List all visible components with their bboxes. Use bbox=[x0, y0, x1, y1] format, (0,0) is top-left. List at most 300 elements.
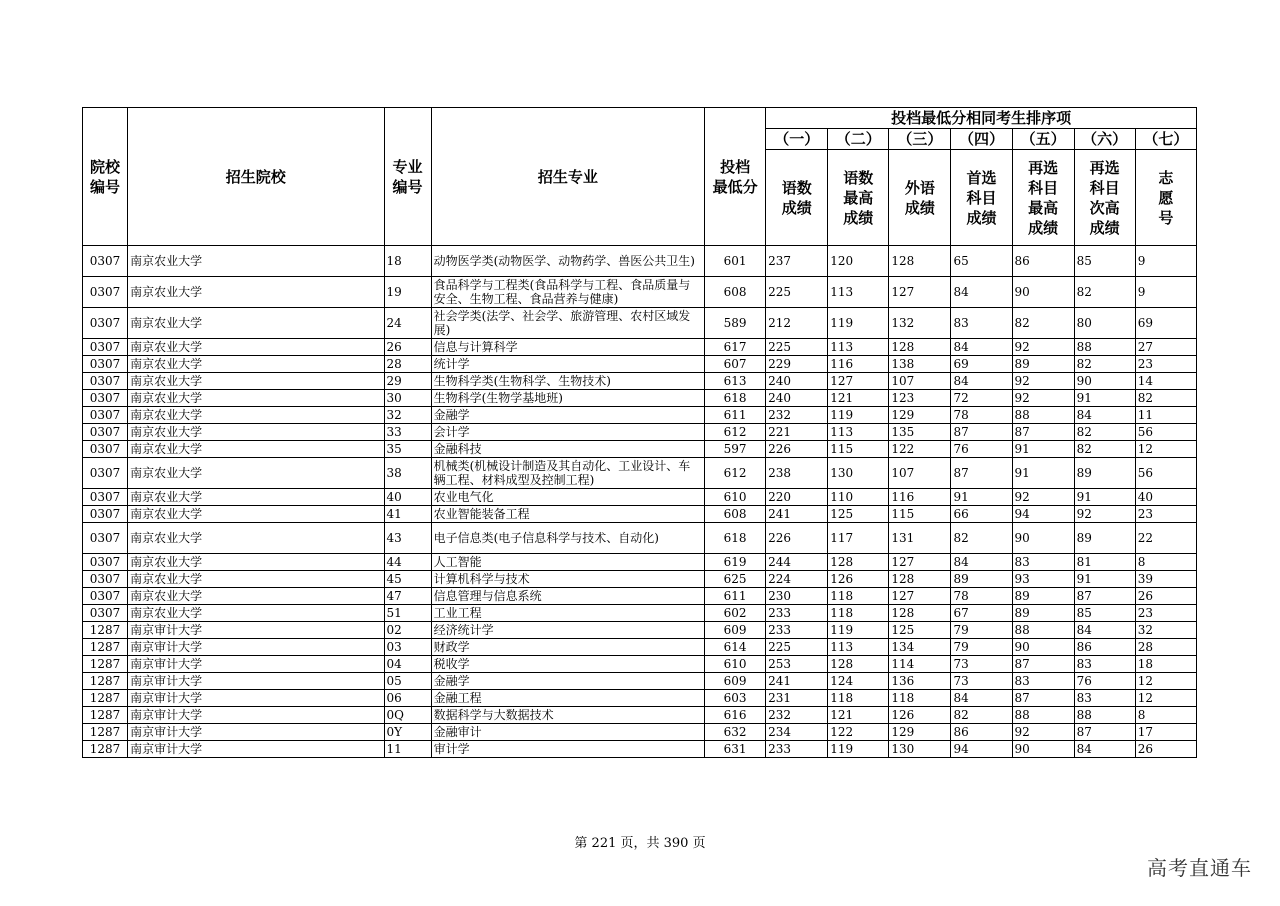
cell-major-name: 信息与计算科学 bbox=[431, 339, 704, 356]
cell-rank-item-4: 76 bbox=[951, 441, 1012, 458]
cell-rank-item-5: 89 bbox=[1012, 356, 1074, 373]
cell-rank-item-2: 115 bbox=[828, 441, 889, 458]
header-sub-number: （五） bbox=[1012, 129, 1074, 150]
cell-school-name: 南京农业大学 bbox=[128, 571, 384, 588]
cell-rank-item-5: 88 bbox=[1012, 707, 1074, 724]
table-row bbox=[83, 506, 1197, 523]
cell-min-score: 608 bbox=[705, 277, 766, 308]
cell-rank-item-7: 8 bbox=[1135, 554, 1196, 571]
cell-rank-item-1: 241 bbox=[766, 673, 828, 690]
cell-rank-item-2: 121 bbox=[828, 390, 889, 407]
cell-rank-item-5: 91 bbox=[1012, 441, 1074, 458]
cell-rank-item-1: 240 bbox=[766, 390, 828, 407]
cell-school-name: 南京农业大学 bbox=[128, 407, 384, 424]
cell-min-score: 614 bbox=[705, 639, 766, 656]
cell-rank-item-7: 12 bbox=[1135, 690, 1196, 707]
cell-rank-item-5: 91 bbox=[1012, 458, 1074, 489]
cell-school-code: 0307 bbox=[83, 277, 128, 308]
cell-major-code: 32 bbox=[384, 407, 431, 424]
table-row bbox=[83, 308, 1197, 339]
cell-rank-item-2: 118 bbox=[828, 690, 889, 707]
cell-rank-item-5: 94 bbox=[1012, 506, 1074, 523]
page-footer: 第 221 页，共 390 页 bbox=[574, 836, 706, 851]
header-sub-label: 志 愿 号 bbox=[1135, 150, 1196, 246]
cell-school-name: 南京农业大学 bbox=[128, 489, 384, 506]
cell-rank-item-4: 66 bbox=[951, 506, 1012, 523]
cell-rank-item-2: 124 bbox=[828, 673, 889, 690]
cell-rank-item-5: 92 bbox=[1012, 339, 1074, 356]
cell-rank-item-3: 107 bbox=[889, 458, 951, 489]
cell-major-name: 工业工程 bbox=[431, 605, 704, 622]
cell-rank-item-3: 122 bbox=[889, 441, 951, 458]
cell-rank-item-5: 88 bbox=[1012, 622, 1074, 639]
cell-min-score: 607 bbox=[705, 356, 766, 373]
cell-rank-item-4: 79 bbox=[951, 622, 1012, 639]
cell-rank-item-5: 86 bbox=[1012, 246, 1074, 277]
cell-rank-item-4: 84 bbox=[951, 339, 1012, 356]
cell-major-name: 电子信息类(电子信息科学与技术、自动化) bbox=[431, 523, 704, 554]
cell-min-score: 610 bbox=[705, 656, 766, 673]
cell-major-code: 02 bbox=[384, 622, 431, 639]
table-row bbox=[83, 571, 1197, 588]
cell-min-score: 631 bbox=[705, 741, 766, 758]
table-row bbox=[83, 605, 1197, 622]
table-row bbox=[83, 246, 1197, 277]
cell-rank-item-5: 92 bbox=[1012, 724, 1074, 741]
cell-school-name: 南京农业大学 bbox=[128, 277, 384, 308]
cell-school-code: 0307 bbox=[83, 489, 128, 506]
cell-rank-item-2: 118 bbox=[828, 588, 889, 605]
cell-rank-item-5: 83 bbox=[1012, 554, 1074, 571]
cell-rank-item-7: 56 bbox=[1135, 424, 1196, 441]
cell-rank-item-4: 65 bbox=[951, 246, 1012, 277]
table-row bbox=[83, 741, 1197, 758]
cell-major-name: 金融工程 bbox=[431, 690, 704, 707]
cell-school-name: 南京审计大学 bbox=[128, 741, 384, 758]
cell-school-name: 南京农业大学 bbox=[128, 588, 384, 605]
cell-school-code: 0307 bbox=[83, 246, 128, 277]
cell-rank-item-3: 118 bbox=[889, 690, 951, 707]
cell-min-score: 609 bbox=[705, 673, 766, 690]
cell-rank-item-6: 87 bbox=[1074, 588, 1135, 605]
cell-rank-item-6: 82 bbox=[1074, 277, 1135, 308]
cell-rank-item-1: 212 bbox=[766, 308, 828, 339]
cell-rank-item-6: 88 bbox=[1074, 707, 1135, 724]
cell-rank-item-5: 82 bbox=[1012, 308, 1074, 339]
cell-rank-item-1: 230 bbox=[766, 588, 828, 605]
cell-rank-item-1: 221 bbox=[766, 424, 828, 441]
cell-rank-item-3: 131 bbox=[889, 523, 951, 554]
cell-major-code: 33 bbox=[384, 424, 431, 441]
cell-rank-item-6: 90 bbox=[1074, 373, 1135, 390]
cell-rank-item-7: 39 bbox=[1135, 571, 1196, 588]
cell-school-code: 0307 bbox=[83, 605, 128, 622]
table-row bbox=[83, 656, 1197, 673]
cell-school-name: 南京审计大学 bbox=[128, 656, 384, 673]
cell-rank-item-3: 135 bbox=[889, 424, 951, 441]
cell-rank-item-2: 110 bbox=[828, 489, 889, 506]
cell-rank-item-2: 119 bbox=[828, 308, 889, 339]
cell-rank-item-6: 89 bbox=[1074, 458, 1135, 489]
header-ranking-group: 投档最低分相同考生排序项 bbox=[766, 108, 1197, 129]
cell-rank-item-2: 120 bbox=[828, 246, 889, 277]
cell-rank-item-4: 94 bbox=[951, 741, 1012, 758]
cell-rank-item-3: 115 bbox=[889, 506, 951, 523]
cell-rank-item-7: 9 bbox=[1135, 246, 1196, 277]
cell-major-code: 28 bbox=[384, 356, 431, 373]
cell-rank-item-2: 126 bbox=[828, 571, 889, 588]
cell-rank-item-5: 87 bbox=[1012, 690, 1074, 707]
cell-school-code: 0307 bbox=[83, 458, 128, 489]
cell-school-code: 1287 bbox=[83, 741, 128, 758]
cell-major-name: 会计学 bbox=[431, 424, 704, 441]
cell-rank-item-6: 92 bbox=[1074, 506, 1135, 523]
cell-rank-item-7: 40 bbox=[1135, 489, 1196, 506]
cell-rank-item-3: 128 bbox=[889, 571, 951, 588]
cell-rank-item-6: 82 bbox=[1074, 356, 1135, 373]
cell-rank-item-6: 81 bbox=[1074, 554, 1135, 571]
cell-major-name: 农业智能装备工程 bbox=[431, 506, 704, 523]
cell-major-code: 47 bbox=[384, 588, 431, 605]
cell-rank-item-4: 82 bbox=[951, 707, 1012, 724]
cell-rank-item-7: 56 bbox=[1135, 458, 1196, 489]
cell-rank-item-1: 237 bbox=[766, 246, 828, 277]
cell-major-name: 审计学 bbox=[431, 741, 704, 758]
cell-school-name: 南京审计大学 bbox=[128, 673, 384, 690]
cell-rank-item-6: 83 bbox=[1074, 690, 1135, 707]
cell-rank-item-5: 83 bbox=[1012, 673, 1074, 690]
cell-school-name: 南京农业大学 bbox=[128, 356, 384, 373]
cell-min-score: 616 bbox=[705, 707, 766, 724]
cell-rank-item-3: 129 bbox=[889, 407, 951, 424]
cell-major-code: 38 bbox=[384, 458, 431, 489]
cell-school-name: 南京农业大学 bbox=[128, 339, 384, 356]
cell-school-code: 0307 bbox=[83, 554, 128, 571]
cell-school-code: 1287 bbox=[83, 707, 128, 724]
cell-rank-item-4: 73 bbox=[951, 673, 1012, 690]
cell-rank-item-3: 107 bbox=[889, 373, 951, 390]
cell-rank-item-7: 23 bbox=[1135, 356, 1196, 373]
cell-rank-item-7: 11 bbox=[1135, 407, 1196, 424]
cell-rank-item-5: 88 bbox=[1012, 407, 1074, 424]
cell-rank-item-3: 127 bbox=[889, 588, 951, 605]
cell-rank-item-1: 220 bbox=[766, 489, 828, 506]
table-row bbox=[83, 588, 1197, 605]
header-sub-number: （四） bbox=[951, 129, 1012, 150]
cell-rank-item-6: 85 bbox=[1074, 246, 1135, 277]
cell-rank-item-5: 90 bbox=[1012, 277, 1074, 308]
cell-major-code: 29 bbox=[384, 373, 431, 390]
cell-school-name: 南京农业大学 bbox=[128, 246, 384, 277]
cell-rank-item-4: 87 bbox=[951, 458, 1012, 489]
cell-rank-item-5: 89 bbox=[1012, 605, 1074, 622]
cell-min-score: 597 bbox=[705, 441, 766, 458]
cell-school-code: 0307 bbox=[83, 506, 128, 523]
cell-rank-item-3: 136 bbox=[889, 673, 951, 690]
cell-major-name: 统计学 bbox=[431, 356, 704, 373]
cell-rank-item-2: 119 bbox=[828, 622, 889, 639]
cell-major-code: 41 bbox=[384, 506, 431, 523]
cell-school-code: 0307 bbox=[83, 308, 128, 339]
table-row bbox=[83, 690, 1197, 707]
cell-rank-item-4: 89 bbox=[951, 571, 1012, 588]
cell-min-score: 589 bbox=[705, 308, 766, 339]
cell-school-code: 0307 bbox=[83, 373, 128, 390]
cell-rank-item-6: 86 bbox=[1074, 639, 1135, 656]
cell-rank-item-2: 128 bbox=[828, 554, 889, 571]
cell-major-code: 40 bbox=[384, 489, 431, 506]
cell-major-code: 24 bbox=[384, 308, 431, 339]
table-row bbox=[83, 277, 1197, 308]
header-major-code: 专业 编号 bbox=[384, 108, 431, 246]
cell-rank-item-3: 134 bbox=[889, 639, 951, 656]
cell-rank-item-4: 91 bbox=[951, 489, 1012, 506]
cell-major-code: 26 bbox=[384, 339, 431, 356]
table-row bbox=[83, 441, 1197, 458]
cell-school-name: 南京农业大学 bbox=[128, 441, 384, 458]
cell-min-score: 618 bbox=[705, 523, 766, 554]
cell-rank-item-7: 82 bbox=[1135, 390, 1196, 407]
cell-school-code: 1287 bbox=[83, 639, 128, 656]
cell-major-code: 18 bbox=[384, 246, 431, 277]
table-row bbox=[83, 554, 1197, 571]
cell-rank-item-2: 117 bbox=[828, 523, 889, 554]
cell-rank-item-5: 87 bbox=[1012, 656, 1074, 673]
cell-rank-item-7: 23 bbox=[1135, 506, 1196, 523]
cell-rank-item-7: 26 bbox=[1135, 588, 1196, 605]
cell-rank-item-2: 113 bbox=[828, 277, 889, 308]
header-sub-number: （二） bbox=[828, 129, 889, 150]
cell-major-name: 食品科学与工程类(食品科学与工程、食品质量与安全、生物工程、食品营养与健康) bbox=[431, 277, 704, 308]
table-body bbox=[83, 246, 1197, 758]
cell-rank-item-3: 127 bbox=[889, 554, 951, 571]
cell-major-code: 45 bbox=[384, 571, 431, 588]
header-sub-label: 外语 成绩 bbox=[889, 150, 951, 246]
table-row bbox=[83, 489, 1197, 506]
cell-rank-item-1: 234 bbox=[766, 724, 828, 741]
cell-rank-item-4: 78 bbox=[951, 588, 1012, 605]
cell-rank-item-4: 84 bbox=[951, 690, 1012, 707]
header-major: 招生专业 bbox=[431, 108, 704, 246]
cell-rank-item-4: 67 bbox=[951, 605, 1012, 622]
cell-rank-item-6: 85 bbox=[1074, 605, 1135, 622]
cell-major-name: 农业电气化 bbox=[431, 489, 704, 506]
cell-major-name: 机械类(机械设计制造及其自动化、工业设计、车辆工程、材料成型及控制工程) bbox=[431, 458, 704, 489]
cell-rank-item-2: 119 bbox=[828, 741, 889, 758]
cell-school-name: 南京农业大学 bbox=[128, 605, 384, 622]
cell-rank-item-7: 12 bbox=[1135, 441, 1196, 458]
header-sub-label: 首选 科目 成绩 bbox=[951, 150, 1012, 246]
cell-rank-item-1: 224 bbox=[766, 571, 828, 588]
cell-rank-item-3: 125 bbox=[889, 622, 951, 639]
cell-rank-item-2: 127 bbox=[828, 373, 889, 390]
header-sub-label: 语数 成绩 bbox=[766, 150, 828, 246]
cell-rank-item-1: 233 bbox=[766, 622, 828, 639]
cell-rank-item-1: 225 bbox=[766, 277, 828, 308]
table-row bbox=[83, 458, 1197, 489]
cell-rank-item-6: 91 bbox=[1074, 390, 1135, 407]
cell-rank-item-7: 27 bbox=[1135, 339, 1196, 356]
cell-school-code: 0307 bbox=[83, 339, 128, 356]
cell-rank-item-4: 82 bbox=[951, 523, 1012, 554]
cell-min-score: 609 bbox=[705, 622, 766, 639]
cell-rank-item-7: 9 bbox=[1135, 277, 1196, 308]
table-row bbox=[83, 339, 1197, 356]
watermark: 高考直通车 bbox=[1147, 856, 1252, 880]
cell-major-name: 社会学类(法学、社会学、旅游管理、农村区域发展) bbox=[431, 308, 704, 339]
header-sub-label: 再选 科目 次高 成绩 bbox=[1074, 150, 1135, 246]
cell-min-score: 608 bbox=[705, 506, 766, 523]
cell-school-name: 南京农业大学 bbox=[128, 373, 384, 390]
cell-rank-item-5: 92 bbox=[1012, 390, 1074, 407]
cell-rank-item-2: 113 bbox=[828, 424, 889, 441]
cell-rank-item-1: 231 bbox=[766, 690, 828, 707]
cell-rank-item-6: 91 bbox=[1074, 571, 1135, 588]
cell-rank-item-2: 128 bbox=[828, 656, 889, 673]
cell-rank-item-6: 83 bbox=[1074, 656, 1135, 673]
cell-school-name: 南京审计大学 bbox=[128, 622, 384, 639]
cell-school-code: 1287 bbox=[83, 656, 128, 673]
cell-school-name: 南京农业大学 bbox=[128, 506, 384, 523]
cell-rank-item-1: 244 bbox=[766, 554, 828, 571]
cell-rank-item-6: 84 bbox=[1074, 741, 1135, 758]
table-row bbox=[83, 407, 1197, 424]
cell-school-name: 南京审计大学 bbox=[128, 724, 384, 741]
cell-school-name: 南京审计大学 bbox=[128, 707, 384, 724]
cell-major-name: 金融学 bbox=[431, 407, 704, 424]
cell-rank-item-3: 129 bbox=[889, 724, 951, 741]
table-row bbox=[83, 673, 1197, 690]
cell-rank-item-4: 69 bbox=[951, 356, 1012, 373]
cell-rank-item-6: 87 bbox=[1074, 724, 1135, 741]
cell-school-name: 南京审计大学 bbox=[128, 639, 384, 656]
cell-major-name: 金融学 bbox=[431, 673, 704, 690]
cell-rank-item-1: 240 bbox=[766, 373, 828, 390]
cell-min-score: 603 bbox=[705, 690, 766, 707]
cell-rank-item-4: 87 bbox=[951, 424, 1012, 441]
table-row bbox=[83, 523, 1197, 554]
cell-major-name: 信息管理与信息系统 bbox=[431, 588, 704, 605]
cell-min-score: 618 bbox=[705, 390, 766, 407]
cell-rank-item-7: 32 bbox=[1135, 622, 1196, 639]
cell-rank-item-6: 82 bbox=[1074, 441, 1135, 458]
cell-rank-item-7: 8 bbox=[1135, 707, 1196, 724]
cell-rank-item-1: 229 bbox=[766, 356, 828, 373]
cell-min-score: 625 bbox=[705, 571, 766, 588]
cell-rank-item-3: 116 bbox=[889, 489, 951, 506]
cell-school-name: 南京农业大学 bbox=[128, 424, 384, 441]
cell-rank-item-4: 73 bbox=[951, 656, 1012, 673]
cell-min-score: 611 bbox=[705, 407, 766, 424]
cell-rank-item-5: 87 bbox=[1012, 424, 1074, 441]
cell-school-code: 0307 bbox=[83, 441, 128, 458]
table-row bbox=[83, 390, 1197, 407]
cell-min-score: 632 bbox=[705, 724, 766, 741]
cell-rank-item-5: 90 bbox=[1012, 741, 1074, 758]
header-sub-label: 语数 最高 成绩 bbox=[828, 150, 889, 246]
cell-rank-item-5: 90 bbox=[1012, 523, 1074, 554]
cell-rank-item-6: 82 bbox=[1074, 424, 1135, 441]
cell-rank-item-6: 91 bbox=[1074, 489, 1135, 506]
cell-min-score: 601 bbox=[705, 246, 766, 277]
cell-rank-item-6: 84 bbox=[1074, 622, 1135, 639]
cell-rank-item-2: 121 bbox=[828, 707, 889, 724]
cell-rank-item-5: 93 bbox=[1012, 571, 1074, 588]
cell-rank-item-5: 90 bbox=[1012, 639, 1074, 656]
cell-rank-item-6: 88 bbox=[1074, 339, 1135, 356]
header-school: 招生院校 bbox=[128, 108, 384, 246]
cell-rank-item-3: 127 bbox=[889, 277, 951, 308]
cell-rank-item-6: 80 bbox=[1074, 308, 1135, 339]
cell-min-score: 611 bbox=[705, 588, 766, 605]
cell-rank-item-3: 130 bbox=[889, 741, 951, 758]
cell-rank-item-2: 125 bbox=[828, 506, 889, 523]
header-min-score: 投档 最低分 bbox=[705, 108, 766, 246]
cell-rank-item-3: 138 bbox=[889, 356, 951, 373]
cell-min-score: 610 bbox=[705, 489, 766, 506]
cell-rank-item-1: 225 bbox=[766, 639, 828, 656]
cell-rank-item-7: 28 bbox=[1135, 639, 1196, 656]
cell-min-score: 612 bbox=[705, 424, 766, 441]
header-sub-number: （七） bbox=[1135, 129, 1196, 150]
cell-rank-item-3: 123 bbox=[889, 390, 951, 407]
cell-school-code: 1287 bbox=[83, 690, 128, 707]
table-row bbox=[83, 373, 1197, 390]
cell-major-name: 金融审计 bbox=[431, 724, 704, 741]
table-header bbox=[83, 108, 1197, 246]
cell-school-code: 0307 bbox=[83, 424, 128, 441]
cell-school-name: 南京农业大学 bbox=[128, 308, 384, 339]
cell-major-code: 44 bbox=[384, 554, 431, 571]
cell-rank-item-2: 130 bbox=[828, 458, 889, 489]
cell-rank-item-4: 84 bbox=[951, 554, 1012, 571]
cell-school-code: 1287 bbox=[83, 673, 128, 690]
cell-rank-item-4: 78 bbox=[951, 407, 1012, 424]
cell-rank-item-7: 14 bbox=[1135, 373, 1196, 390]
cell-min-score: 602 bbox=[705, 605, 766, 622]
cell-major-code: 0Y bbox=[384, 724, 431, 741]
cell-rank-item-1: 233 bbox=[766, 605, 828, 622]
table-row bbox=[83, 356, 1197, 373]
cell-rank-item-6: 76 bbox=[1074, 673, 1135, 690]
cell-rank-item-4: 86 bbox=[951, 724, 1012, 741]
cell-major-name: 数据科学与大数据技术 bbox=[431, 707, 704, 724]
table-row bbox=[83, 622, 1197, 639]
admission-score-table bbox=[82, 107, 1197, 758]
cell-major-name: 金融科技 bbox=[431, 441, 704, 458]
cell-rank-item-1: 225 bbox=[766, 339, 828, 356]
cell-major-code: 04 bbox=[384, 656, 431, 673]
cell-rank-item-4: 72 bbox=[951, 390, 1012, 407]
cell-rank-item-2: 116 bbox=[828, 356, 889, 373]
cell-major-name: 税收学 bbox=[431, 656, 704, 673]
cell-major-code: 03 bbox=[384, 639, 431, 656]
cell-major-name: 动物医学类(动物医学、动物药学、兽医公共卫生) bbox=[431, 246, 704, 277]
cell-major-name: 财政学 bbox=[431, 639, 704, 656]
cell-school-name: 南京农业大学 bbox=[128, 458, 384, 489]
cell-rank-item-2: 119 bbox=[828, 407, 889, 424]
cell-rank-item-1: 226 bbox=[766, 523, 828, 554]
cell-school-code: 1287 bbox=[83, 622, 128, 639]
cell-rank-item-1: 253 bbox=[766, 656, 828, 673]
cell-rank-item-1: 233 bbox=[766, 741, 828, 758]
header-school-code: 院校 编号 bbox=[83, 108, 128, 246]
table-row bbox=[83, 724, 1197, 741]
cell-min-score: 617 bbox=[705, 339, 766, 356]
cell-school-name: 南京审计大学 bbox=[128, 690, 384, 707]
cell-rank-item-1: 238 bbox=[766, 458, 828, 489]
cell-rank-item-1: 232 bbox=[766, 407, 828, 424]
